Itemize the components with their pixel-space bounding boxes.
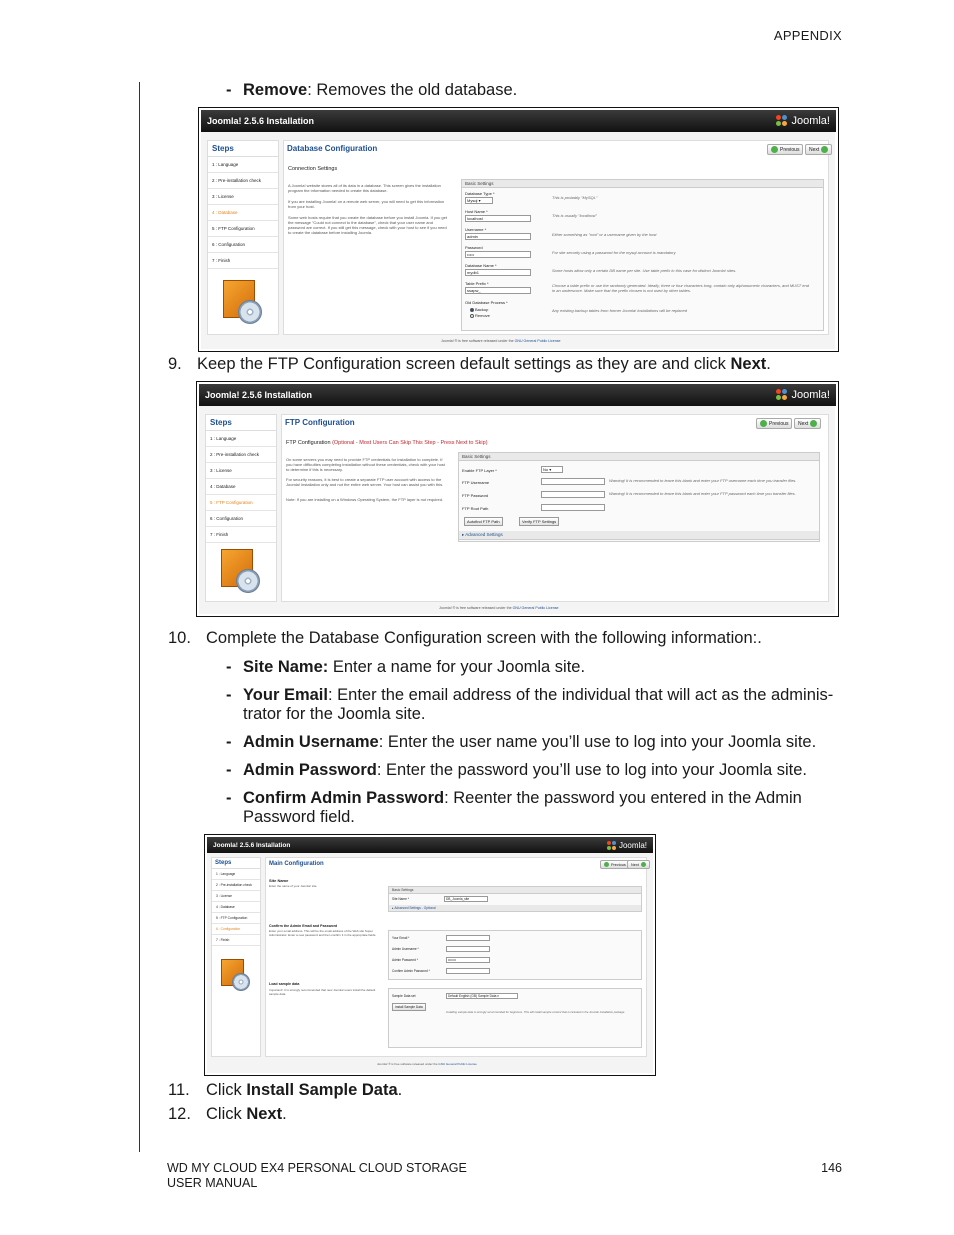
intro-paragraph: A Joomla! website stores all of its data in a database. This screen gives the installation program the information needed to create this database. (288, 183, 441, 193)
intro-paragraph: If you are installing Joomla! on a remote web server, you will need to get this information from your host. (288, 199, 445, 209)
joomla-logo-icon (776, 389, 788, 401)
step-9: 9. Keep the FTP Configuration screen default settings as they are and click Next. (168, 355, 771, 373)
step-configuration[interactable]: 6 : Configuration (212, 924, 260, 935)
backup-radio[interactable]: Backup (470, 307, 488, 312)
next-icon (821, 146, 828, 153)
page-heading: Main Configuration (269, 861, 324, 867)
basic-settings-fieldset (461, 179, 824, 331)
bullet-your-email-cont: trator for the Joomla site. (243, 705, 426, 723)
steps-panel (207, 140, 279, 335)
previous-button[interactable]: Previous (600, 860, 630, 869)
field-help: This is usually "localhost" (552, 213, 597, 218)
step-language[interactable]: 1 : Language (206, 431, 276, 447)
username-input[interactable]: admin (465, 233, 531, 240)
previous-icon (771, 146, 778, 153)
confirm-admin-password-input[interactable] (446, 968, 490, 974)
bullet-your-email: - Your Email: Enter the email address of the individual that will act as the adminis- (226, 686, 834, 704)
intro-paragraph: Enter the name of your Joomla! site. (269, 884, 318, 888)
page-number: 146 (821, 1161, 842, 1175)
sample-data-select[interactable]: Default English (GB) Sample Data ▾ (446, 993, 518, 999)
next-icon (810, 420, 817, 427)
basic-settings-fieldset (458, 452, 820, 542)
field-label: Old Database Process * (465, 300, 508, 305)
screenshot-database-configuration (198, 107, 839, 352)
next-button[interactable]: Next (627, 860, 650, 869)
page-heading: FTP Configuration (285, 418, 355, 427)
install-box-icon (219, 956, 253, 992)
step-language[interactable]: 1 : Language (208, 157, 278, 173)
footer-product: WD MY CLOUD EX4 PERSONAL CLOUD STORAGE (167, 1161, 467, 1175)
step-configuration[interactable]: 6 : Configuration (208, 237, 278, 253)
ftp-password-input[interactable] (541, 491, 605, 498)
joomla-title-bar (199, 384, 836, 406)
admin-password-input[interactable]: ••••••• (446, 957, 490, 963)
next-button[interactable]: Next (805, 144, 832, 155)
steps-title: Steps (206, 415, 276, 431)
joomla-logo-icon (607, 841, 616, 850)
joomla-title-bar (201, 110, 836, 132)
intro-paragraph: Important!: It is strongly recommended that new Joomla! users install the default sample data. (269, 988, 376, 996)
admin-username-input[interactable] (446, 946, 490, 952)
joomla-title: Joomla! 2.5.6 Installation (213, 841, 291, 849)
step-ftp[interactable]: 5 : FTP Configuration (208, 221, 278, 237)
table-prefix-input[interactable]: ssapw_ (465, 287, 531, 294)
field-help: Warning! It is recommended to leave this blank and enter your FTP username each time you transfer files. (609, 478, 797, 483)
screenshot-ftp-configuration (196, 381, 839, 617)
intro-paragraph: Note: If you are installing on a Windows Operating System, the FTP layer is not required. (286, 497, 444, 502)
step-10: 10. Complete the Database Configuration screen with the following information:. (168, 629, 762, 647)
step-database[interactable]: 4 : Database (208, 205, 278, 221)
joomla-logo-icon (776, 115, 788, 127)
footer-manual: USER MANUAL (167, 1176, 258, 1190)
basic-settings-heading: Basic Settings (389, 887, 641, 894)
site-name-heading: Site Name (269, 878, 289, 883)
step-license[interactable]: 3 : License (212, 891, 260, 902)
steps-panel (211, 857, 261, 1057)
your-email-input[interactable] (446, 935, 490, 941)
field-label: Table Prefix * (465, 281, 489, 286)
document-footer (167, 1161, 467, 1191)
site-name-input[interactable]: DB_Joomla_site (444, 896, 488, 902)
previous-button[interactable]: Previous (756, 418, 792, 429)
intro-paragraph: Enter your email address. This will be the email address of the Web site Super Administrator. Enter a new password and then confirm it in the appropriate fields. (269, 929, 377, 937)
field-help: Either something as "root" or a username given by the host (552, 232, 657, 237)
margin-rule (139, 82, 140, 1152)
step-finish[interactable]: 7 : Finish (206, 527, 276, 543)
step-license[interactable]: 3 : License (208, 189, 278, 205)
gpl-link[interactable]: GNU General Public License (438, 1062, 477, 1066)
field-help: Some hosts allow only a certain DB name per site. Use table prefix in this case for distinct Joomla! sites. (552, 268, 737, 273)
joomla-logo: Joomla! (776, 389, 830, 401)
enable-ftp-select[interactable]: No ▾ (541, 466, 563, 473)
connection-settings-heading: Connection Settings (288, 166, 338, 172)
field-help: For site security using a password for the mysql account is mandatory (552, 250, 676, 255)
install-box-icon (220, 276, 266, 326)
field-label: FTP Username (462, 480, 490, 485)
basic-settings-heading: Basic Settings (462, 180, 823, 188)
main-pane (281, 414, 829, 602)
joomla-title-bar (207, 837, 653, 853)
gpl-link[interactable]: GNU General Public License (514, 339, 561, 343)
field-label: Host Name * (465, 209, 488, 214)
previous-icon (760, 420, 767, 427)
advanced-settings-toggle[interactable]: ▸ Advanced Settings - Optional (389, 905, 641, 912)
field-label: Admin Username * (392, 947, 419, 951)
step-database[interactable]: 4 : Database (212, 902, 260, 913)
field-label: Username * (465, 227, 487, 232)
field-help: This is probably "MySQL" (552, 195, 598, 200)
step-finish[interactable]: 7 : Finish (208, 253, 278, 269)
joomla-logo: Joomla! (607, 841, 647, 850)
intro-paragraph: For security reasons, it is best to create a separate FTP user account with access to the Joomla! installation only and not the entire web server. Your host can assist you with this. (286, 477, 444, 487)
bullet-remove (226, 80, 517, 100)
bullet-desc: : Removes the old database. (307, 81, 518, 99)
admin-fieldset (388, 930, 642, 980)
field-label: Sample Data set (392, 994, 416, 998)
field-label: Site Name * (392, 897, 410, 901)
step-pre-installation[interactable]: 2 : Pre-installation check (212, 880, 260, 891)
next-button[interactable]: Next (794, 418, 821, 429)
previous-icon (604, 862, 609, 867)
field-label: Admin Password * (392, 958, 419, 962)
next-icon (641, 862, 646, 867)
gpl-link[interactable]: GNU General Public License (512, 606, 559, 610)
bullet-admin-password: - Admin Password: Enter the password you’ll use to log into your Joomla site. (226, 761, 808, 779)
intro-paragraph: Some web hosts require that you create the database before you install Joomla. If you get the message "Could not connect to the database", check that your user name and password are correct. If you still get this message, check with your host to see if you need to create the database before installing Joomla. (288, 215, 447, 235)
field-label: Enable FTP Layer * (462, 468, 497, 473)
field-help: Any existing backup tables from former Joomla! installations will be replaced (552, 308, 687, 313)
host-name-input[interactable]: localhost (465, 215, 531, 222)
confirm-heading: Confirm the Admin Email and Password (269, 924, 338, 928)
database-name-input[interactable]: mydb1 (465, 269, 531, 276)
sample-data-heading: Load sample data (269, 982, 300, 986)
step-finish[interactable]: 7 : Finish (212, 935, 260, 946)
ftp-username-input[interactable] (541, 478, 605, 485)
joomla-body (201, 132, 835, 349)
field-label: Password (465, 245, 483, 250)
step-configuration[interactable]: 6 : Configuration (206, 511, 276, 527)
intro-paragraph: On some servers you may need to provide FTP credentials for installation to complete. If you have difficulties completing installation without these credentials, check with your host to determine if this is necessary. (286, 457, 445, 472)
steps-panel (205, 414, 277, 602)
verify-ftp-settings-button[interactable]: Verify FTP Settings (519, 517, 559, 526)
password-input[interactable]: ••••• (465, 251, 531, 258)
field-label: Database Name * (465, 263, 497, 268)
steps-title: Steps (208, 141, 278, 157)
ftp-root-path-input[interactable] (541, 504, 605, 511)
bullet-site-name: - Site Name: Enter a name for your Joomla site. (226, 658, 586, 676)
basic-settings-heading: Basic Settings (459, 453, 819, 461)
sample-data-fieldset (388, 988, 642, 1048)
install-sample-data-button[interactable]: Install Sample Data (392, 1003, 426, 1011)
joomla-title: Joomla! 2.5.6 Installation (207, 116, 315, 126)
field-label: Database Type * (465, 191, 495, 196)
step-12: 12. Click Next. (168, 1105, 287, 1123)
bullet-term: Remove (243, 81, 308, 99)
field-label: Your Email * (392, 936, 410, 940)
bullet-confirm-password: - Confirm Admin Password: Reenter the password you entered in the Admin (226, 789, 802, 807)
field-label: FTP Root Path (462, 506, 489, 511)
license-footer: Joomla! ® is free software released under the GNU General Public License (377, 1062, 477, 1066)
step-ftp[interactable]: 5 : FTP Configuration (206, 495, 276, 511)
bullet-confirm-password-cont: Password field. (243, 808, 355, 826)
joomla-title: Joomla! 2.5.6 Installation (205, 390, 313, 400)
field-label: Confirm Admin Password * (392, 969, 430, 973)
page-heading: Database Configuration (287, 144, 378, 153)
database-type-select[interactable]: Mysql ▾ (465, 197, 493, 204)
main-pane (283, 140, 829, 335)
bullet-dash: - (226, 81, 232, 99)
license-footer: Joomla! ® is free software released under the GNU General Public License (439, 606, 559, 610)
remove-radio[interactable]: Remove (470, 313, 490, 318)
autofind-ftp-path-button[interactable]: Autofind FTP Path (464, 517, 503, 526)
bullet-admin-username: - Admin Username: Enter the user name you’ll use to log into your Joomla site. (226, 733, 817, 751)
step-language[interactable]: 1 : Language (212, 869, 260, 880)
section-header: APPENDIX (773, 28, 842, 43)
advanced-settings-toggle[interactable]: ▸ Advanced Settings (459, 531, 819, 540)
joomla-body (199, 406, 835, 614)
basic-settings-fieldset (388, 886, 642, 912)
step-database[interactable]: 4 : Database (206, 479, 276, 495)
screenshot-main-configuration (204, 834, 656, 1076)
step-11: 11. Click Install Sample Data. (168, 1081, 403, 1099)
step-license[interactable]: 3 : License (206, 463, 276, 479)
previous-button[interactable]: Previous (767, 144, 803, 155)
step-pre-installation[interactable]: 2 : Pre-installation check (206, 447, 276, 463)
install-box-icon (218, 545, 264, 595)
step-pre-installation[interactable]: 2 : Pre-installation check (208, 173, 278, 189)
field-help: Warning! It is recommended to leave this blank and enter your FTP password each time you transfer files. (609, 491, 796, 496)
field-label: FTP Password (462, 493, 489, 498)
joomla-logo: Joomla! (776, 115, 830, 127)
ftp-subheading: FTP Configuration (Optional - Most Users Can Skip This Step - Press Next to Skip) (286, 440, 488, 446)
license-footer: Joomla! ® is free software released under the GNU General Public License (441, 339, 561, 343)
step-ftp[interactable]: 5 : FTP Configuration (212, 913, 260, 924)
steps-title: Steps (212, 858, 260, 869)
field-help: Installing sample data is strongly recommended for beginners. This will install sample content that is included in the Joomla! installation package. (446, 1010, 626, 1014)
joomla-body (207, 853, 653, 1073)
field-help: Choose a table prefix or use the randomly generated. Ideally, three or four characters long, contain only alphanumeric characters, and MUST end in an underscore. Make sure that the prefix chosen is not used by other tables. (552, 283, 809, 293)
main-pane (265, 857, 647, 1057)
